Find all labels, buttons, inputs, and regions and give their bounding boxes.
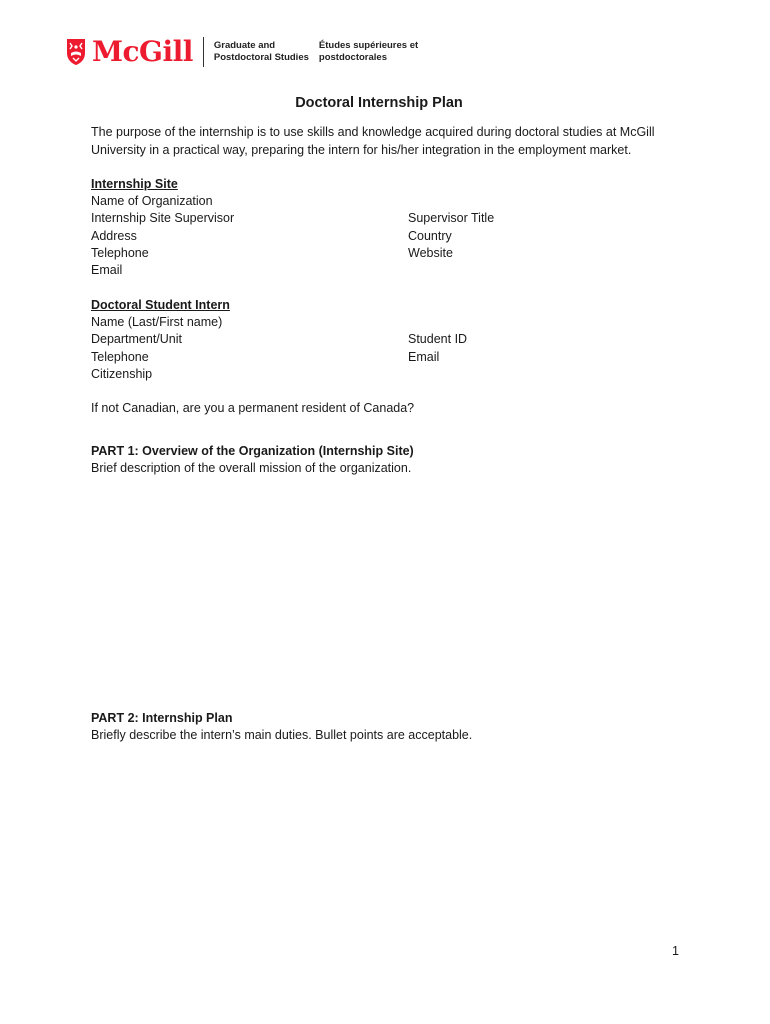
field-country: Country — [408, 228, 452, 243]
field-name-of-organization: Name of Organization — [91, 194, 213, 209]
unit-fr-line2: postdoctorales — [318, 52, 387, 63]
unit-en-line1: Graduate and — [213, 40, 276, 51]
field-student-name: Name (Last/First name) — [91, 314, 223, 329]
field-student-id: Student ID — [408, 332, 468, 347]
mcgill-crest-icon — [66, 38, 86, 66]
field-department: Department/Unit — [91, 332, 183, 347]
internship-site-heading: Internship Site — [91, 176, 178, 191]
page-number: 1 — [672, 944, 679, 958]
field-address: Address — [91, 228, 137, 243]
document-title: Doctoral Internship Plan — [295, 95, 463, 111]
part2-section — [91, 710, 691, 745]
field-student-telephone: Telephone — [91, 349, 149, 364]
intro-line-2: University in a practical way, preparing the intern for his/her integration in the employment market. — [91, 142, 632, 157]
student-intern-heading: Doctoral Student Intern — [91, 297, 230, 312]
mcgill-wordmark: McGill — [92, 35, 193, 68]
field-supervisor-title: Supervisor Title — [408, 211, 495, 226]
field-website: Website — [408, 246, 453, 261]
student-intern-section — [91, 297, 691, 383]
field-site-email: Email — [91, 263, 123, 278]
unit-name-french — [319, 40, 418, 64]
document-body — [91, 95, 691, 417]
header-divider — [203, 37, 204, 67]
intro-line-1: The purpose of the internship is to use skills and knowledge acquired during doctoral studies at McGill — [91, 125, 655, 140]
part1-description: Brief description of the overall mission of the organization. — [91, 461, 412, 476]
field-student-email: Email — [408, 349, 440, 364]
field-citizenship: Citizenship — [91, 366, 153, 381]
unit-name-english — [214, 40, 309, 64]
residency-question: If not Canadian, are you a permanent resident of Canada? — [91, 401, 415, 416]
unit-fr-line1: Études supérieures et — [318, 40, 419, 51]
field-site-supervisor: Internship Site Supervisor — [91, 211, 235, 226]
internship-site-section — [91, 176, 691, 280]
unit-en-line2: Postdoctoral Studies — [213, 52, 309, 63]
page-header — [66, 36, 428, 68]
part2-description: Briefly describe the intern’s main duties. Bullet points are acceptable. — [91, 728, 473, 743]
field-site-telephone: Telephone — [91, 246, 149, 261]
part1-section — [91, 443, 691, 478]
part2-heading: PART 2: Internship Plan — [91, 711, 233, 725]
part1-heading: PART 1: Overview of the Organization (Internship Site) — [91, 444, 414, 458]
